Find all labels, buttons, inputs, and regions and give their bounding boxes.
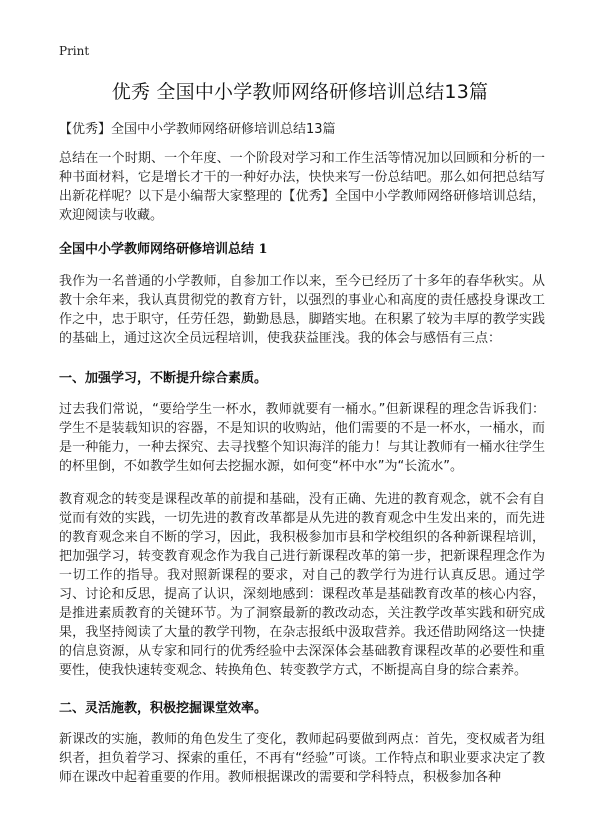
page-title: 优秀 全国中小学教师网络研修培训总结13篇 xyxy=(111,81,489,103)
section-1-paragraph: 我作为一名普通的小学教师，自参加工作以来，至今已经历了十多年的春华秋实。从教十余年来，我认真贯彻党的教育方针，以强烈的事业心和高度的责任感投身课改工作之中，忠于职守，任劳任怨，勤勤恳恳，脚踏实地。在积累了较为丰厚的教学实践的基础上，通过这次全员远程培训，使我获益匪浅。我的体会与感悟有三点： xyxy=(59,274,545,346)
section-1-heading: 全国中小学教师网络研修培训总结 1 xyxy=(59,242,268,257)
point-1-heading: 一、加强学习，不断提升综合素质。 xyxy=(59,371,268,386)
article-body xyxy=(59,120,545,787)
print-link[interactable]: Print xyxy=(59,44,90,58)
point-2-paragraph-a: 新课改的实施，教师的角色发生了变化，教师起码要做到两点：首先，变权威者为组织者，担负着学习、探索的重任，不再有“经验”可谈。工作特点和职业要求决定了教师在课改中起着重要的作用。教师根据课改的需要和学科特点，积极参加各种 xyxy=(59,732,545,785)
point-2-heading: 二、灵活施教，积极挖掘课堂效率。 xyxy=(59,701,268,716)
article-subtitle: 【优秀】全国中小学教师网络研修培训总结13篇 xyxy=(59,122,336,137)
intro-paragraph: 总结在一个时期、一个年度、一个阶段对学习和工作生活等情况加以回顾和分析的一种书面材料，它是增长才干的一种好办法，快快来写一份总结吧。那么如何把总结写出新花样呢？以下是小编帮大家整理的【优秀】全国中小学教师网络研修培训总结，欢迎阅读与收藏。 xyxy=(59,151,545,223)
point-1-paragraph-a: 过去我们常说，“要给学生一杯水，教师就要有一桶水。”但新课程的理念告诉我们：学生不是装载知识的容器，不是知识的收购站，他们需要的不是一杯水，一桶水，而是一种能力，一种去探究、去寻找整个知识海洋的能力！与其让教师有一桶水往学生的杯里倒，不如教学生如何去挖掘水源，如何变“杯中水”为“长流水”。 xyxy=(59,402,545,474)
point-1-paragraph-b: 教育观念的转变是课程改革的前提和基础，没有正确、先进的教育观念，就不会有自觉而有效的实践，一切先进的教育改革都是从先进的教育观念中生发出来的，而先进的教育观念来自不断的学习，因此，我积极参加市县和学校组织的各种新课程培训，把加强学习，转变教育观念作为我自己进行新课程改革的第一步，把新课程理念作为一切工作的指导。我对照新课程的要求，对自己的教学行为进行认真反思。通过学习、讨论和反思，提高了认识，深刻地感到：课程改革是基础教育改革的核心内容，是推进素质教育的关键环节。为了洞察最新的教改动态，关注教学改革实践和研究成果，我坚持阅读了大量的教学刊物，在杂志报纸中汲取营养。我还借助网络这一快捷的信息资源，从专家和同行的优秀经验中去深深体会基础教育课程改革的必要性和重要性，使我快速转变观念、转换角色、转变教学方式，不断提高自身的综合素养。 xyxy=(59,492,545,678)
